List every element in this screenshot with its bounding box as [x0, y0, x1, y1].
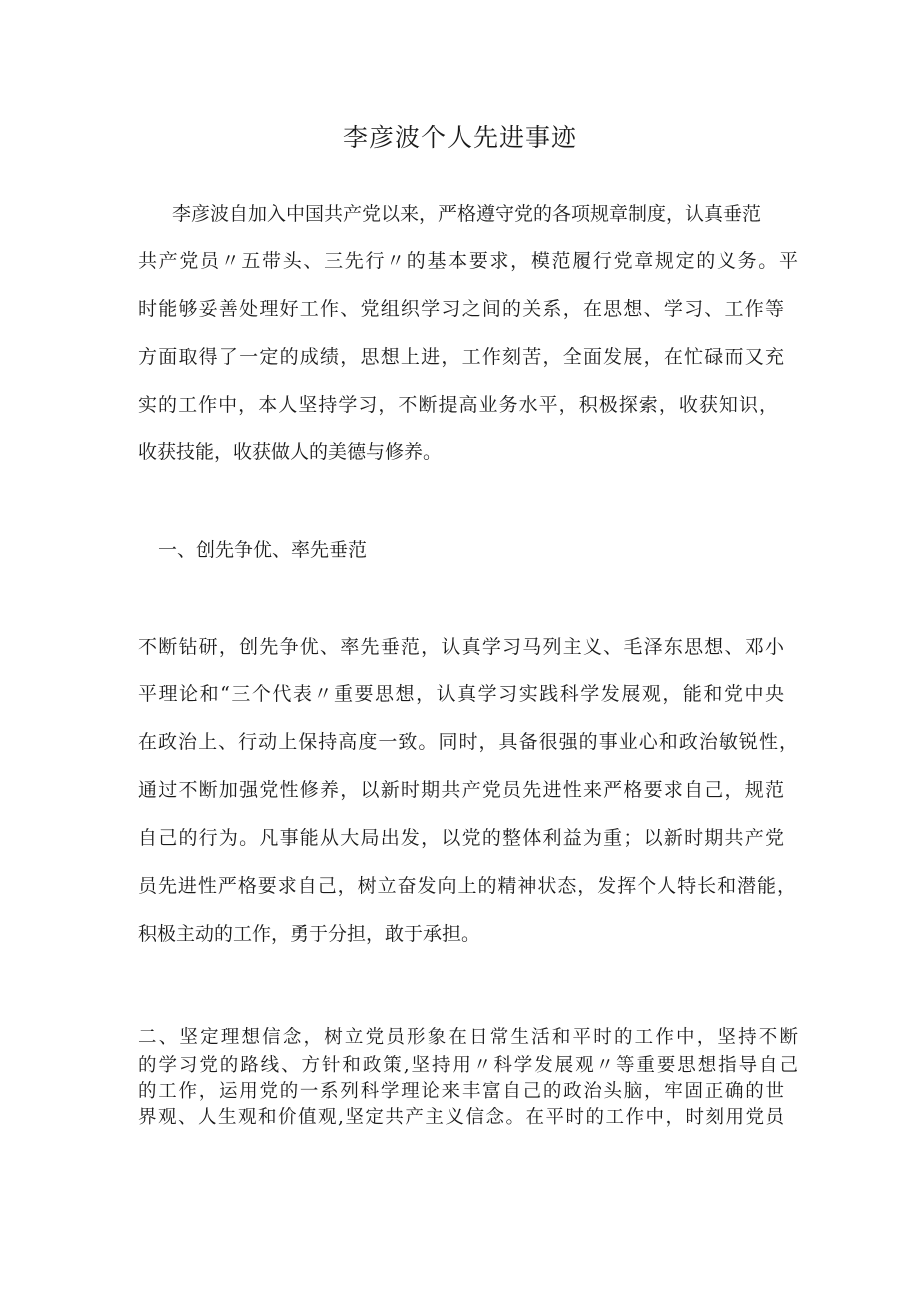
intro-line: 共产党员〃五带头、三先行〃的基本要求，模范履行党章规定的义务。平 — [138, 250, 798, 272]
section2-line: 的学习党的路线、方针和政策,坚持用〃科学发展观〃等重要思想指导自己 — [138, 1055, 798, 1076]
document-title: 李彦波个人先进事迹 — [342, 123, 577, 152]
section1-line: 通过不断加强党性修养，以新时期共产党员先进性来严格要求自己，规范 — [138, 779, 784, 801]
intro-line: 李彦波自加入中国共产党以来，严格遵守党的各项规章制度，认真垂范 — [172, 203, 762, 225]
section2-line: 界观、人生观和价值观,坚定共产主义信念。在平时的工作中，时刻用党员 — [138, 1107, 784, 1128]
section1-line: 在政治上、行动上保持高度一致。同时，具备很强的事业心和政治敏锐性， — [138, 731, 798, 753]
section1-line: 平理论和“三个代表〃重要思想，认真学习实践科学发展观，能和党中央 — [138, 683, 784, 705]
section2-line: 的工作，运用党的一系列科学理论来丰富自己的政治头脑，牢固正确的世 — [138, 1081, 784, 1102]
intro-line: 方面取得了一定的成绩，思想上进，工作刻苦，全面发展，在忙碌而又充 — [138, 346, 784, 368]
section-heading: 一、创先争优、率先垂范 — [158, 539, 368, 561]
section1-line: 积极主动的工作，勇于分担，敢于承担。 — [138, 923, 481, 945]
section2-line: 二、坚定理想信念，树立党员形象在日常生活和平时的工作中，坚持不断 — [138, 1027, 798, 1048]
intro-line: 收获技能，收获做人的美德与修养。 — [138, 441, 443, 463]
section1-line: 不断钻研，创先争优、率先垂范，认真学习马列主义、毛泽东思想、邓小 — [138, 636, 784, 658]
section1-line: 员先进性严格要求自己，树立奋发向上的精神状态，发挥个人特长和潜能， — [138, 875, 796, 897]
section1-line: 自己的行为。凡事能从大局出发，以党的整体利益为重；以新时期共产党 — [138, 827, 784, 849]
intro-line: 实的工作中，本人坚持学习，不断提高业务水平，积极探索，收获知识， — [138, 394, 778, 416]
intro-line: 时能够妥善处理好工作、党组织学习之间的关系，在思想、学习、工作等 — [138, 298, 784, 320]
